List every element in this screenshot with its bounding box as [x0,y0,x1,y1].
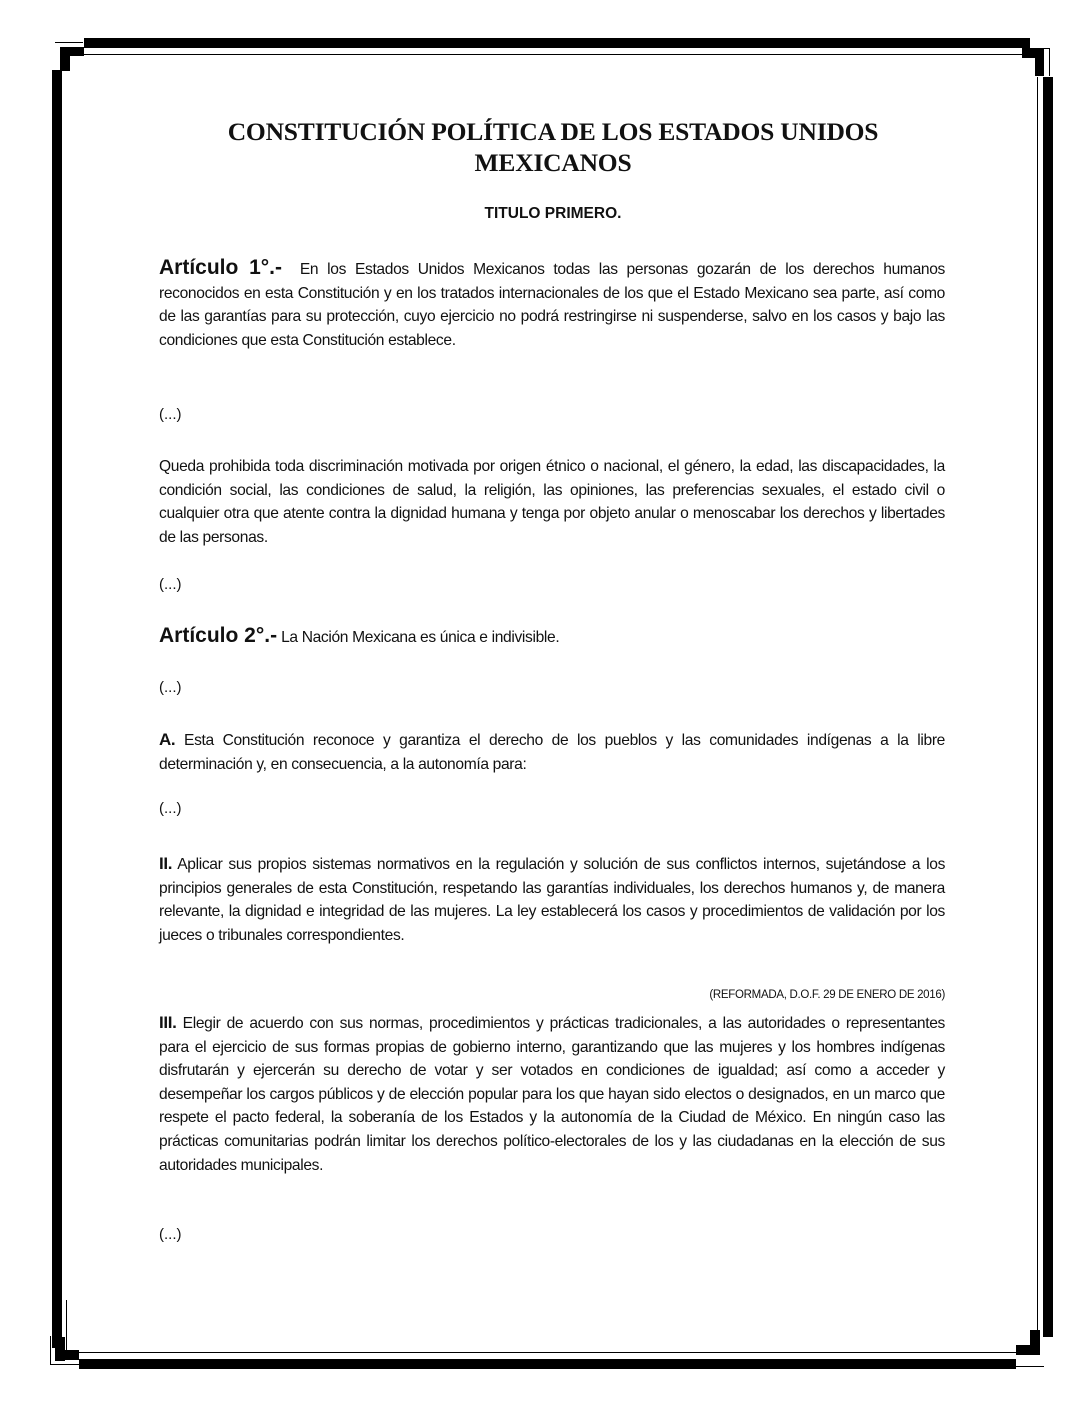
border-top-thick [84,38,1030,48]
border-right-thick [1043,77,1053,1337]
border-bottom-right-line [1016,1366,1044,1367]
reform-note: (REFORMADA, D.O.F. 29 DE ENERO DE 2016) [709,989,945,1001]
section-heading: TITULO PRIMERO. [484,205,622,222]
article-2-label: Artículo 2°.- [159,624,278,647]
article-1-paragraph-1 [159,256,945,352]
border-top-outer-line [55,42,83,43]
border-right-thin [1037,77,1038,1330]
section-ii-label: II. [159,854,173,873]
omission-marker: (...) [159,679,182,696]
article-2-section-ii [159,852,945,947]
omission-marker: (...) [159,576,182,593]
border-corner-tr-2 [1035,48,1044,76]
article-2-section-iii [159,1011,945,1177]
border-right-outer-line [1049,48,1050,76]
section-iii-text: Elegir de acuerdo con sus normas, procedimientos y prácticas tradicionales, a las autoridades o representantes para el ejercicio de sus formas propias de gobierno interno, garantizando que las mujeres y los hombres indígenas disfrutarán y ejercerán su derecho de votar y ser votados en condiciones de igualdad; así como a acceder y desempeñar los cargos públicos y de elección popular para los que hayan sido electos o designados, en un marco que respete el pacto federal, la soberanía de los Estados y la autonomía de la Ciudad de México. En ningún caso las prácticas comunitarias podrán limitar los derechos político-electorales de los y las ciudadanas en la elección de sus autoridades municipales. [159,1015,946,1174]
section-iii-label: III. [159,1013,177,1032]
border-corner-tr-line [1022,48,1050,49]
border-corner-br-2 [1016,1345,1040,1355]
document-title: CONSTITUCIÓN POLÍTICA DE LOS ESTADOS UNIDOS MEXICANOS [227,117,879,177]
omission-marker: (...) [159,800,182,817]
border-corner-bl-2 [55,1350,79,1360]
border-left-outer-line [50,1336,51,1365]
border-bottom-outer-line [50,1364,80,1365]
border-left-thick [52,70,62,1348]
article-2-text: La Nación Mexicana es única e indivisible. [281,629,560,646]
article-1-paragraph-2: Queda prohibida toda discriminación motivada por origen étnico o nacional, el género, la edad, las discapacidades, la condición social, las condiciones de salud, la religión, las opiniones, las preferencias sexuales, el estado civil o cualquier otra que atente contra la dignidad humana y tenga por objeto anular o menoscabar los derechos y libertades de las personas. [159,458,945,546]
section-a-text: Esta Constitución reconoce y garantiza el derecho de los pueblos y las comunidades indígenas a la libre determinación y, en consecuencia, a la autonomía para: [159,732,946,773]
border-corner-tl-2 [60,47,70,71]
article-2-section-a [159,728,945,776]
section-ii-text: Aplicar sus propios sistemas normativos en la regulación y solución de sus conflictos internos, sujetándose a los principios generales de esta Constitución, respetando las garantías individuales, los derechos humanos y, de manera relevante, la dignidad e integridad de las mujeres. La ley establecerá los casos y procedimientos de validación por los jueces o tribunales correspondientes. [159,856,946,944]
article-1-label: Artículo 1°.- [159,256,283,279]
section-a-label: A. [159,730,176,749]
border-top-thin [84,54,1028,55]
border-bottom-thick [79,1359,1016,1369]
omission-marker: (...) [159,1226,182,1243]
border-left-thin [66,1300,67,1350]
article-1-text: En los Estados Unidos Mexicanos todas las personas gozarán de los derechos humanos reconocidos en esta Constitución y en los tratados internacionales de los que el Estado Mexicano sea parte, así como de las garantías para su protección, cuyo ejercicio no podrá restringirse ni suspenderse, salvo en los casos y bajo las condiciones que esta Constitución establece. [159,261,945,349]
border-bottom-thin [79,1352,1017,1353]
omission-marker: (...) [159,406,182,423]
article-2-heading [159,624,945,650]
